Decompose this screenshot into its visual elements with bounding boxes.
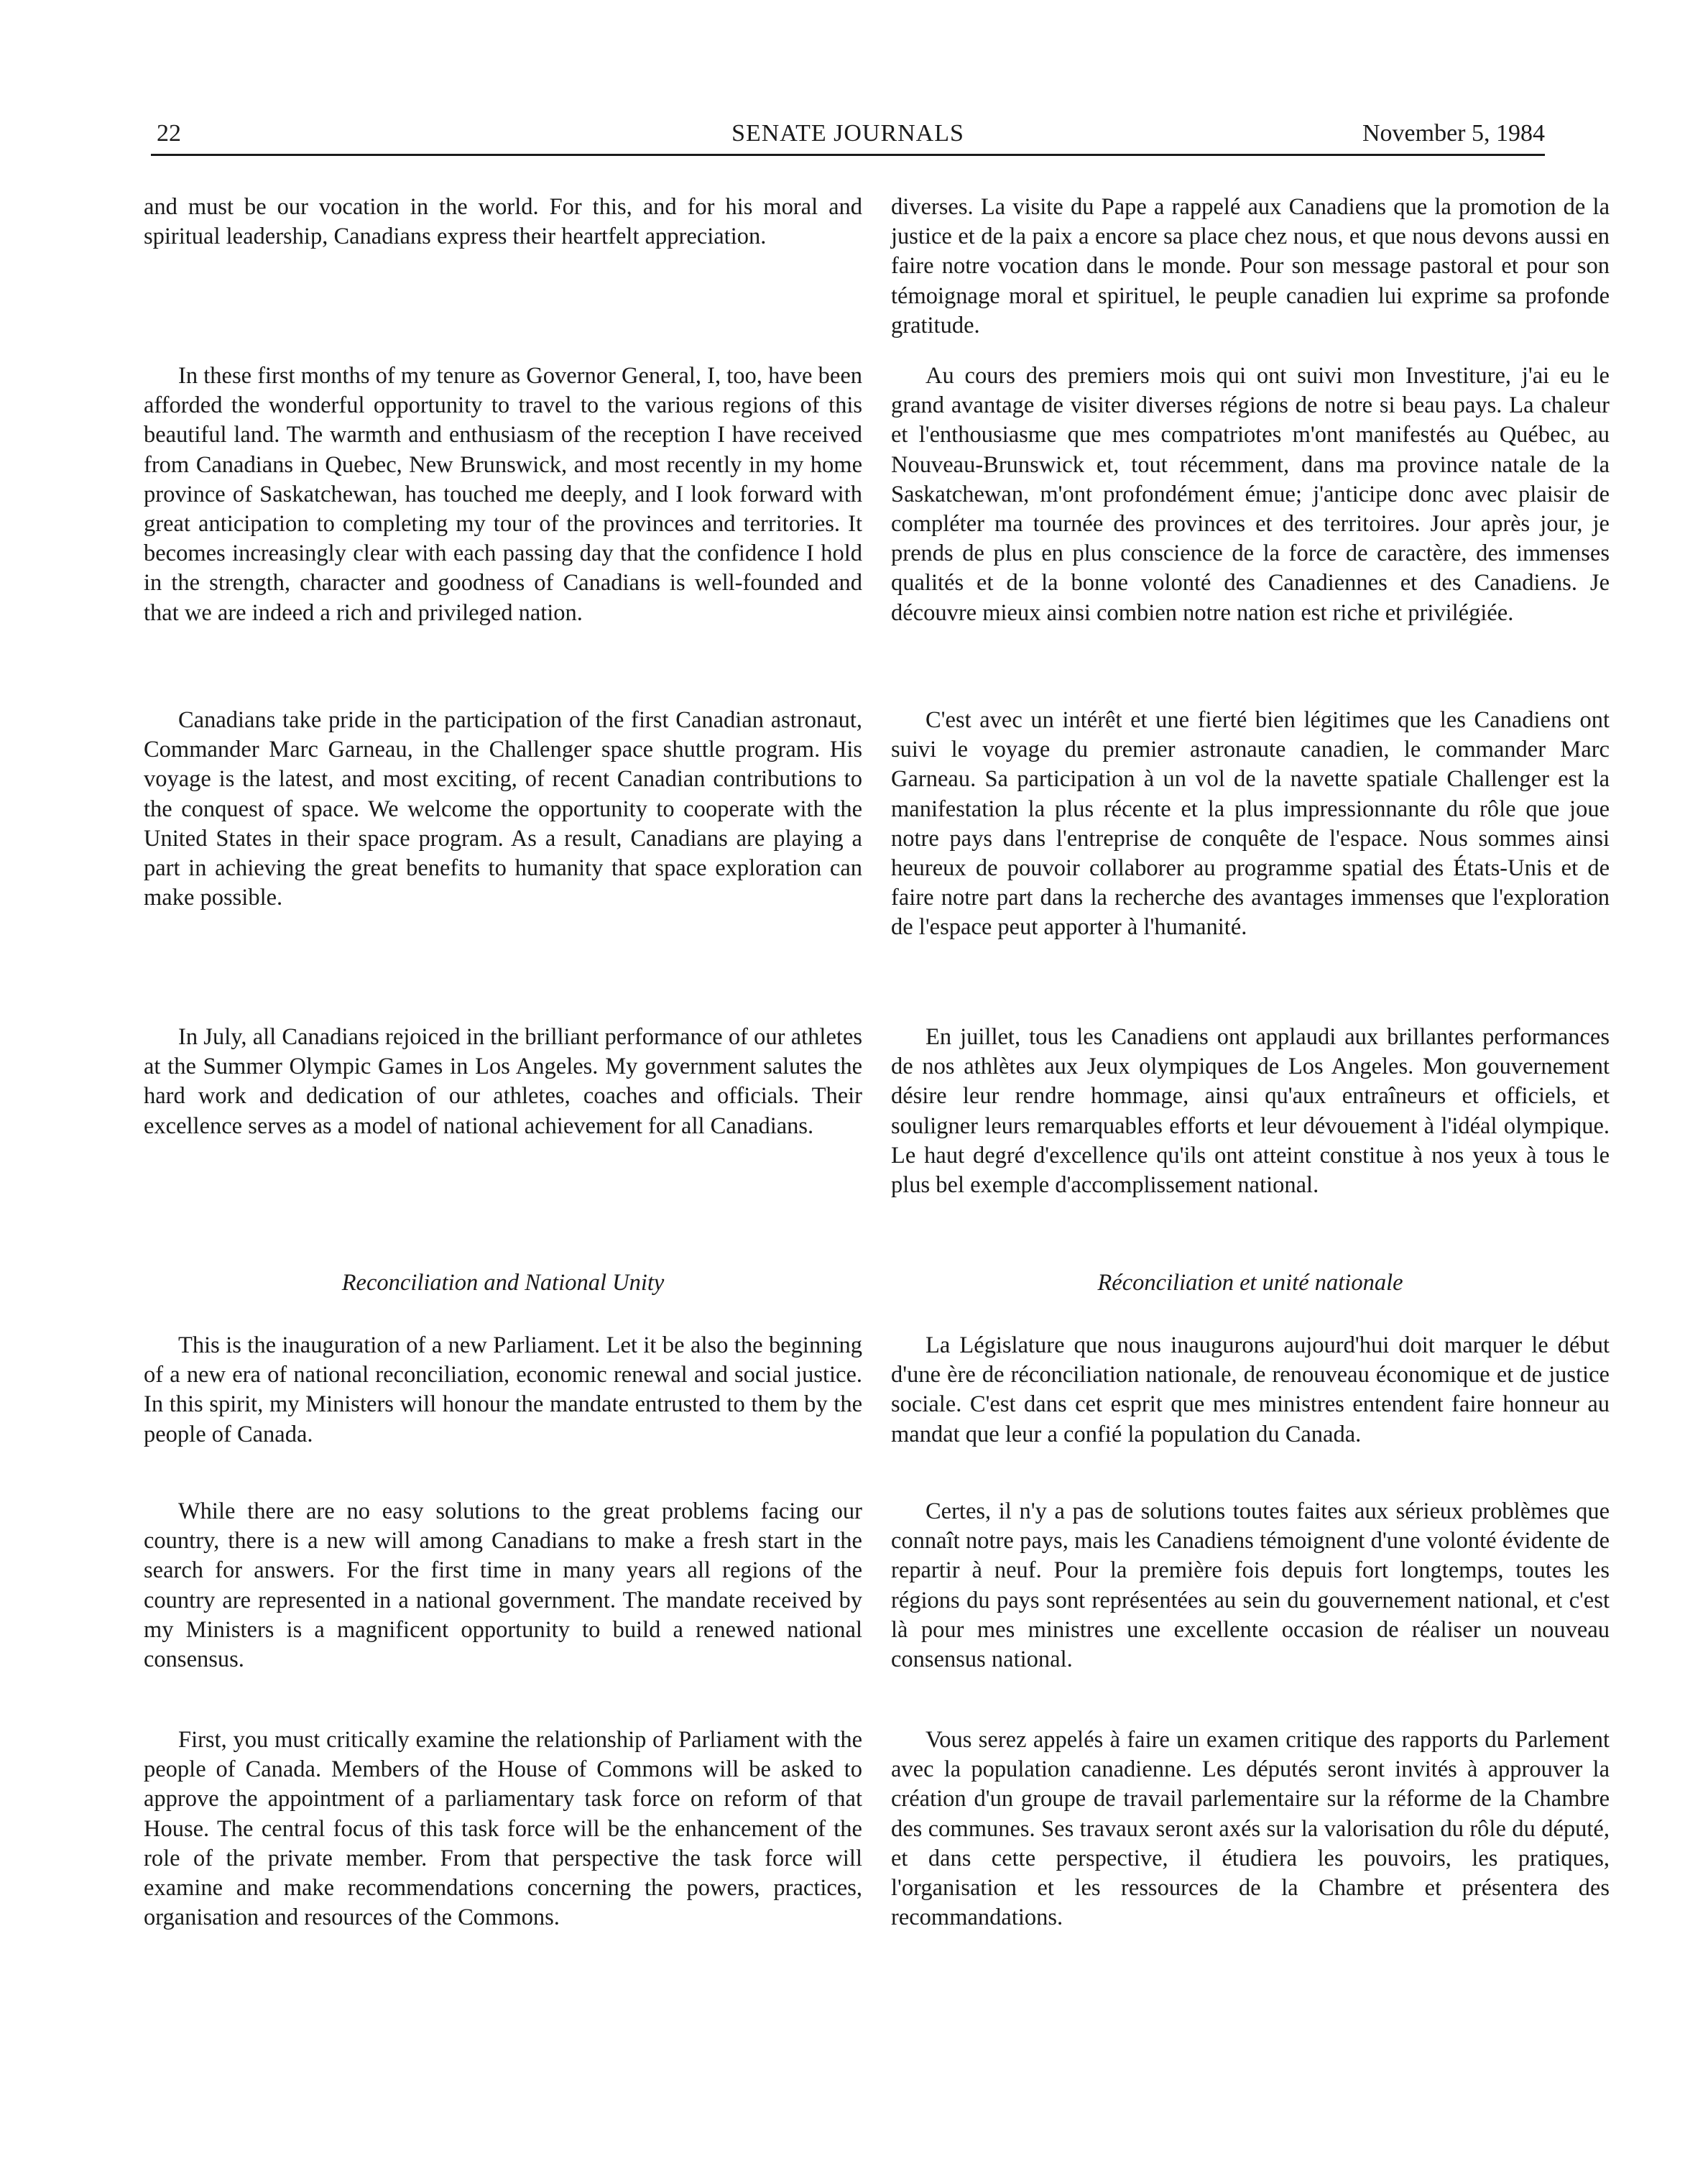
en-section-heading: Reconciliation and National Unity	[341, 1270, 665, 1296]
fr-paragraph-3: C'est avec un intérêt et une fierté bien légitimes que les Canadiens ont suivi le voyage du premier astronaute canadien, le commander Marc Garneau. Sa participation à un vol de la navette spatiale Challenger est la manifestation la plus récente et la plus impressionnante du rôle que joue notre pays dans l'entreprise de conquête de l'espace. Nous sommes ainsi heureux de pouvoir collaborer au programme spatial des États-Unis et de faire notre part dans la recherche des avantages immenses que l'exploration de l'espace peut apporter à l'humanité.	[891, 707, 1610, 941]
journal-title: SENATE JOURNALS	[731, 120, 964, 147]
en-paragraph-2: In these first months of my tenure as Governor General, I, too, have been afforded the wonderful opportunity to travel to the various regions of this beautiful land. The warmth and enthusiasm of the reception I have received from Canadians in Quebec, New Brunswick, and most recently in my home province of Saskatchewan, has touched me deeply, and I look forward with great anticipation to completing my tour of the provinces and territories. It becomes increasingly clear with each passing day that the confidence I hold in the strength, character and goodness of Canadians is well-founded and that we are indeed a rich and privileged nation.	[144, 363, 862, 626]
en-paragraph-1: and must be our vocation in the world. For this, and for his moral and spiritual leadership, Canadians express their heartfelt appreciation.	[144, 194, 862, 250]
en-paragraph-7: First, you must critically examine the relationship of Parliament with the people of Canada. Members of the House of Commons will be asked to approve the appointment of a parliamentary task force on reform of that House. The central focus of this task force will be the enhancement of the role of the private member. From that perspective the task force will examine and make recommendations concerning the powers, practices, organisation and resources of the Commons.	[144, 1727, 862, 1931]
fr-paragraph-1: diverses. La visite du Pape a rappelé aux Canadiens que la promotion de la justice et de la paix a encore sa place chez nous, et que nous devons aussi en faire notre vocation dans le monde. Pour son message pastoral et pour son témoignage moral et spirituel, le peuple canadien lui exprime sa profonde gratitude.	[891, 194, 1610, 338]
fr-paragraph-6: Certes, il n'y a pas de solutions toutes faites aux sérieux problèmes que connaît notre pays, mais les Canadiens témoignent d'une volonté évidente de repartir à neuf. Pour la première fois depuis fort longtemps, toutes les régions du pays sont représentées au sein du gouvernement national, et c'est là pour mes ministres une excellente occasion de réaliser un nouveau consensus national.	[891, 1498, 1610, 1673]
en-paragraph-4: In July, all Canadians rejoiced in the brilliant performance of our athletes at the Summer Olympic Games in Los Angeles. My government salutes the hard work and dedication of our athletes, coaches and officials. Their excellence serves as a model of national achievement for all Canadians.	[144, 1024, 862, 1139]
journal-date: November 5, 1984	[1362, 120, 1545, 147]
en-paragraph-3: Canadians take pride in the participation of the first Canadian astronaut, Commander Marc Garneau, in the Challenger space shuttle program. His voyage is the latest, and most exciting, of recent Canadian contributions to the conquest of space. We welcome the opportunity to cooperate with the United States in their space program. As a result, Canadians are playing a part in achieving the great benefits to humanity that space exploration can make possible.	[144, 707, 862, 911]
fr-paragraph-4: En juillet, tous les Canadiens ont applaudi aux brillantes performances de nos athlètes aux Jeux olympiques de Los Angeles. Mon gouvernement désire leur rendre hommage, ainsi qu'aux entraîneurs et officiels, et souligner leurs remarquables efforts et leur dévouement à l'idéal olympique. Le haut degré d'excellence qu'ils ont atteint constitue à nos yeux à tous le plus bel exemple d'accomplissement national.	[891, 1024, 1610, 1199]
fr-paragraph-2: Au cours des premiers mois qui ont suivi mon Investiture, j'ai eu le grand avantage de visiter diverses régions de notre si beau pays. La chaleur et l'enthousiasme que mes compatriotes m'ont manifestés au Québec, au Nouveau-Brunswick et, tout récemment, dans ma province natale de la Saskatchewan, m'ont profondément émue; j'anticipe donc avec plaisir de compléter ma tournée des provinces et des territoires. Jour après jour, je prends de plus en plus conscience de la force de caractère, des immenses qualités et de la bonne volonté des Canadiennes et des Canadiens. Je découvre mieux ainsi combien notre nation est riche et privilégiée.	[891, 363, 1610, 626]
en-paragraph-6: While there are no easy solutions to the great problems facing our country, there is a new will among Canadians to make a fresh start in the search for answers. For the first time in many years all regions of the country are represented in a national government. The mandate received by my Ministers is a magnificent opportunity to build a renewed national consensus.	[144, 1498, 862, 1673]
page-number: 22	[157, 120, 181, 147]
fr-section-heading: Réconciliation et unité nationale	[1097, 1270, 1403, 1296]
en-paragraph-5: This is the inauguration of a new Parliament. Let it be also the beginning of a new era of national reconciliation, economic renewal and social justice. In this spirit, my Ministers will honour the mandate entrusted to them by the people of Canada.	[144, 1332, 862, 1447]
page-header	[151, 118, 1545, 156]
fr-paragraph-5: La Législature que nous inaugurons aujourd'hui doit marquer le début d'une ère de réconciliation nationale, de renouveau économique et de justice sociale. C'est dans cet esprit que mes ministres entendent faire honneur au mandat que leur a confié la population du Canada.	[891, 1332, 1610, 1447]
fr-paragraph-7: Vous serez appelés à faire un examen critique des rapports du Parlement avec la population canadienne. Les députés seront invités à approuver la création d'un groupe de travail parlementaire sur la réforme de la Chambre des communes. Ses travaux seront axés sur la valorisation du rôle du député, et dans cette perspective, il étudiera les pouvoirs, les pratiques, l'organisation et les ressources de la Chambre et présentera des recommandations.	[891, 1727, 1610, 1931]
